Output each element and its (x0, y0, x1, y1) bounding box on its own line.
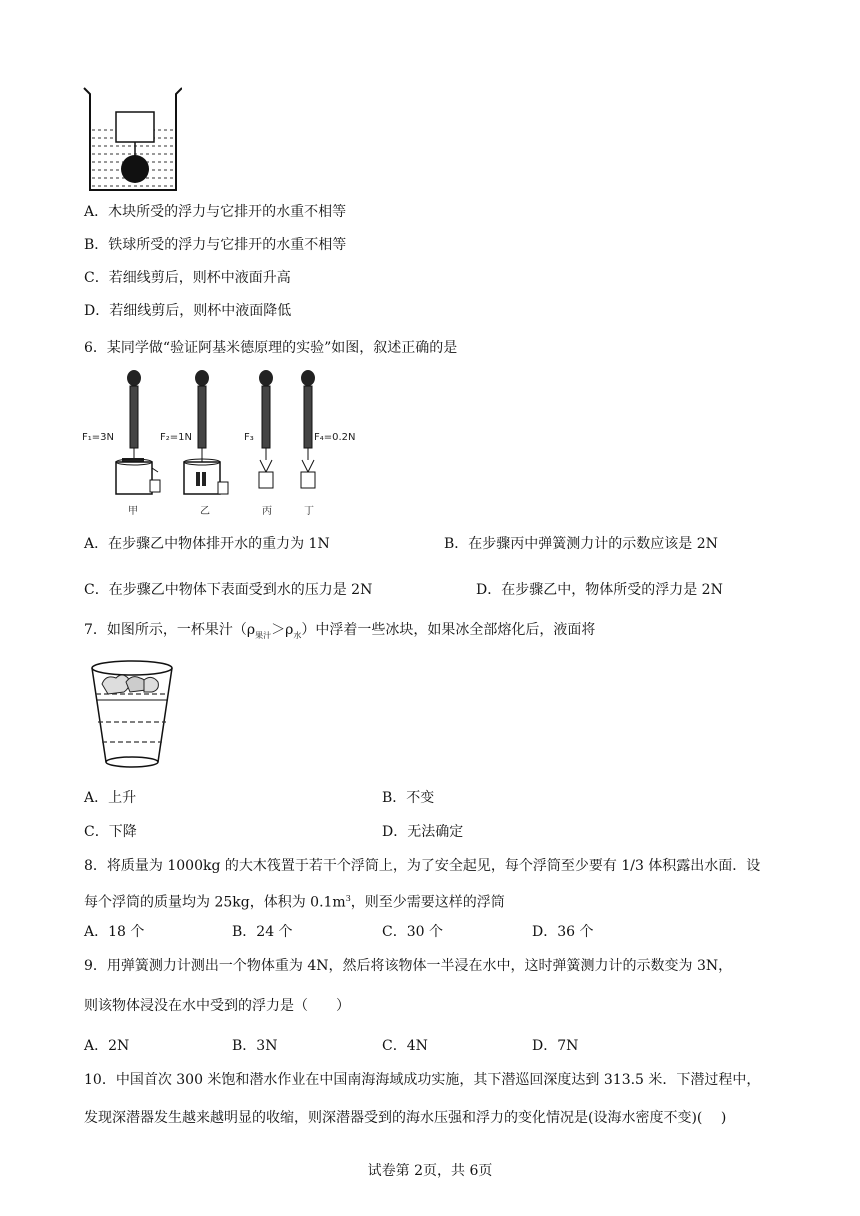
q8-option-a: A．18 个 (84, 924, 145, 940)
q7-option-d: D．无法确定 (382, 824, 464, 840)
q5-option-d: D．若细线剪后，则杯中液面降低 (84, 303, 292, 319)
label-f1: F₁=3N (82, 432, 114, 443)
q5-option-a: A．木块所受的浮力与它排开的水重不相等 (84, 204, 347, 220)
label-jia: 甲 (128, 506, 138, 517)
label-ding: 丁 (304, 506, 314, 517)
q5-option-c: C．若细线剪后，则杯中液面升高 (84, 270, 291, 286)
q6-option-a: A．在步骤乙中物体排开水的重力为 1N (84, 536, 330, 552)
q6-figure (82, 368, 372, 520)
label-f4: F₄=0.2N (314, 432, 356, 443)
q7-option-a: A．上升 (84, 790, 137, 806)
q9-option-b: B．3N (232, 1038, 278, 1054)
label-yi: 乙 (200, 506, 210, 517)
step-ding-scale (301, 370, 315, 488)
q8-line2: 每个浮筒的质量均为 25kg，体积为 $0.1m^3$，则至少需要这样的浮筒 (84, 894, 505, 911)
q10-line1: 10．中国首次 300 米饱和潜水作业在中国南海海域成功实施，其下潜巡回深度达到 313.5 米．下潜过程中， (84, 1072, 761, 1088)
q10-line2: 发现深潜器发生越来越明显的收缩，则深潜器受到的海水压强和浮力的变化情况是(设海水密度不变)( ) (84, 1110, 727, 1126)
page-footer: 试卷第 2页，共 6页 (367, 1163, 493, 1179)
q5-option-b: B．铁球所受的浮力与它排开的水重不相等 (84, 237, 347, 253)
q6-option-d: D．在步骤乙中，物体所受的浮力是 2N (476, 582, 723, 598)
q8-option-b: B．24 个 (232, 924, 293, 940)
q8-option-d: D．36 个 (532, 924, 594, 940)
q6-stem: 6．某同学做“验证阿基米德原理的实验”如图，叙述正确的是 (84, 340, 458, 356)
q8-line1: 8．将质量为 1000kg 的大木筏置于若干个浮筒上，为了安全起见，每个浮筒至少要有 1/3 体积露出水面．设 (84, 858, 761, 874)
q6-option-c: C．在步骤乙中物体下表面受到水的压力是 2N (84, 582, 373, 598)
q9-option-a: A．2N (84, 1038, 130, 1054)
q9-option-d: D．7N (532, 1038, 579, 1054)
q6-option-b: B．在步骤丙中弹簧测力计的示数应该是 2N (444, 536, 718, 552)
q8-option-c: C．30 个 (382, 924, 443, 940)
q9-line2: 则该物体浸没在水中受到的浮力是（ ） (84, 998, 350, 1014)
label-bing: 丙 (262, 506, 272, 517)
q7-figure (88, 658, 178, 770)
step-jia-scale (116, 370, 160, 494)
step-bing-scale (259, 370, 273, 488)
q9-option-c: C．4N (382, 1038, 428, 1054)
q7-option-c: C．下降 (84, 824, 137, 840)
q7-option-b: B．不变 (382, 790, 435, 806)
q7-stem: 7．如图所示，一杯果汁$(\rho_{果汁}>\rho_水)$中浮着一些冰块，如果冰全部熔化后，液面将 (84, 622, 596, 640)
label-f3: F₃ (244, 432, 254, 443)
q5-figure (82, 86, 182, 192)
q9-line1: 9．用弹簧测力计测出一个物体重为 4N，然后将该物体一半浸在水中，这时弹簧测力计的示数变为 3N， (84, 958, 733, 974)
label-f2: F₂=1N (160, 432, 192, 443)
